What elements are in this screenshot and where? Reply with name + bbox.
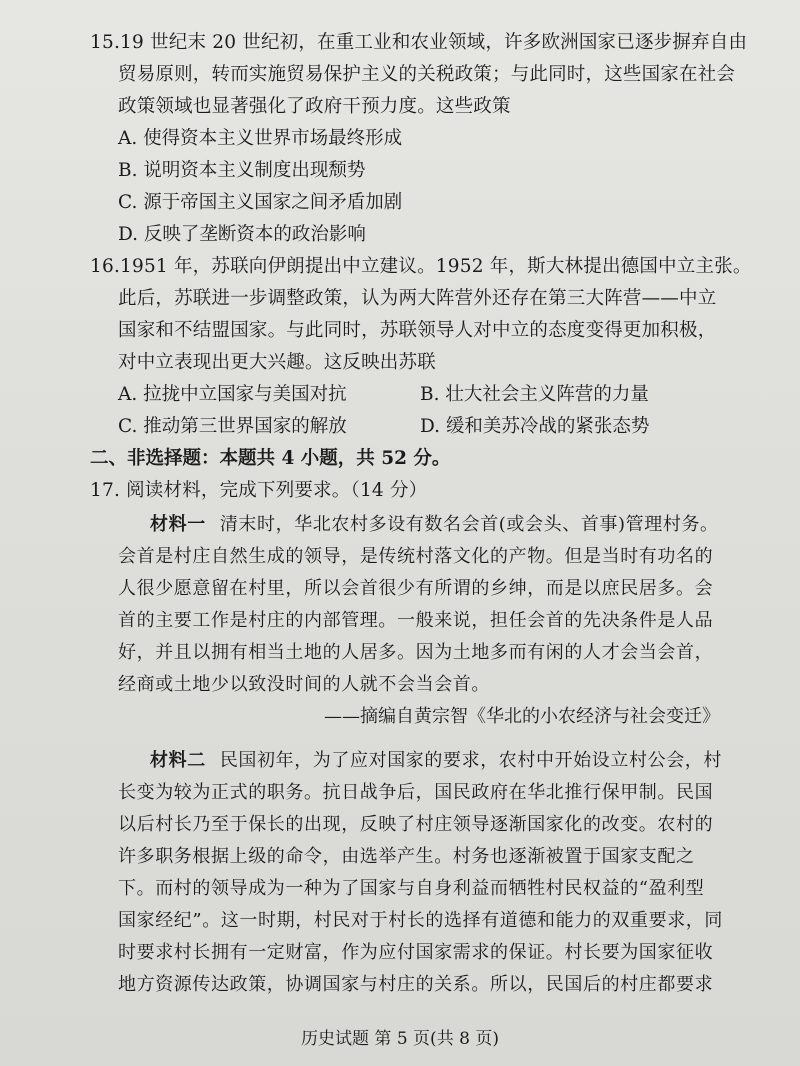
section-heading: 二、非选择题：本题共 4 小题，共 52 分。 — [90, 448, 451, 469]
q15-line-3: 政策领域也显著强化了政府干预力度。这些政策 — [118, 96, 511, 117]
q16-option-c: C. 推动第三世界国家的解放 — [118, 416, 347, 437]
material-2-line: 下。而村的领导成为一种为了国家与自身利益而牺牲村民权益的“盈利型 — [118, 878, 705, 899]
material-1-line: 经商或土地少以致没时间的人就不会当会首。 — [118, 674, 490, 695]
material-2-first-text: 民国初年，为了应对国家的要求，农村中开始设立村公会，村 — [219, 750, 723, 771]
q15-option-d: D. 反映了垄断资本的政治影响 — [118, 224, 366, 245]
q17-prompt: 17. 阅读材料，完成下列要求。（14 分） — [90, 480, 428, 501]
q16-option-a: A. 拉拢中立国家与美国对抗 — [118, 384, 347, 405]
material-1-source: ——摘编自黄宗智《华北的小农经济与社会变迁》 — [324, 706, 720, 727]
material-2-line: 以后村长乃至于保长的出现，反映了村庄领导逐渐国家化的改变。农村的 — [118, 814, 714, 835]
material-1-line: 会首是村庄自然生成的领导，是传统村落文化的产物。但是当时有功名的 — [118, 546, 714, 567]
q15-line-2: 贸易原则，转而实施贸易保护主义的关税政策；与此同时，这些国家在社会 — [118, 64, 736, 85]
q16-option-d: D. 缓和美苏冷战的紧张态势 — [420, 416, 650, 437]
q16-line-2: 此后，苏联进一步调整政策，认为两大阵营外还存在第三大阵营——中立 — [118, 288, 717, 309]
material-2-line: 长变为较为正式的职务。抗日战争后，国民政府在华北推行保甲制。民国 — [118, 782, 714, 803]
material-2-line: 许多职务根据上级的命令，由选举产生。村务也逐渐被置于国家支配之 — [118, 846, 695, 867]
q16-line-3: 国家和不结盟国家。与此同时，苏联领导人对中立的态度变得更加积极， — [118, 320, 717, 341]
q15-option-a: A. 使得资本主义世界市场最终形成 — [118, 128, 403, 149]
material-1-line: 人很少愿意留在村里，所以会首很少有所谓的乡绅，而是以庶民居多。会 — [118, 578, 714, 599]
material-2-line: 时要求村长拥有一定财富，作为应付国家需求的保证。村长要为国家征收 — [118, 942, 714, 963]
material-2-line: 国家经纪”。这一时期，村民对于村长的选择有道德和能力的双重要求，同 — [118, 910, 723, 931]
material-1-label: 材料一 — [150, 514, 206, 535]
material-1-first-line — [150, 510, 719, 536]
material-1-line: 首的主要工作是村庄的内部管理。一般来说，担任会首的先决条件是人品 — [118, 610, 714, 631]
q15-line-1: 15.19 世纪末 20 世纪初，在重工业和农业领域，许多欧洲国家已逐步摒弃自由 — [90, 32, 748, 53]
q15-option-c: C. 源于帝国主义国家之间矛盾加剧 — [118, 192, 403, 213]
q15-option-b: B. 说明资本主义制度出现颓势 — [118, 160, 366, 181]
material-1-line: 好，并且以拥有相当土地的人居多。因为土地多而有闲的人才会当会首， — [118, 642, 714, 663]
q16-line-1: 16.1951 年，苏联向伊朗提出中立建议。1952 年，斯大林提出德国中立主张。 — [90, 256, 752, 277]
material-2-first-line — [150, 746, 722, 772]
q16-option-b: B. 壮大社会主义阵营的力量 — [420, 384, 649, 405]
q16-line-4: 对中立表现出更大兴趣。这反映出苏联 — [118, 352, 436, 373]
page-footer: 历史试题 第 5 页(共 8 页) — [301, 1029, 499, 1049]
material-2-label: 材料二 — [150, 750, 206, 771]
material-1-first-text: 清末时，华北农村多设有数名会首(或会头、首事)管理村务。 — [219, 514, 719, 535]
material-2-line: 地方资源传达政策，协调国家与村庄的关系。所以，民国后的村庄都要求 — [118, 974, 714, 995]
